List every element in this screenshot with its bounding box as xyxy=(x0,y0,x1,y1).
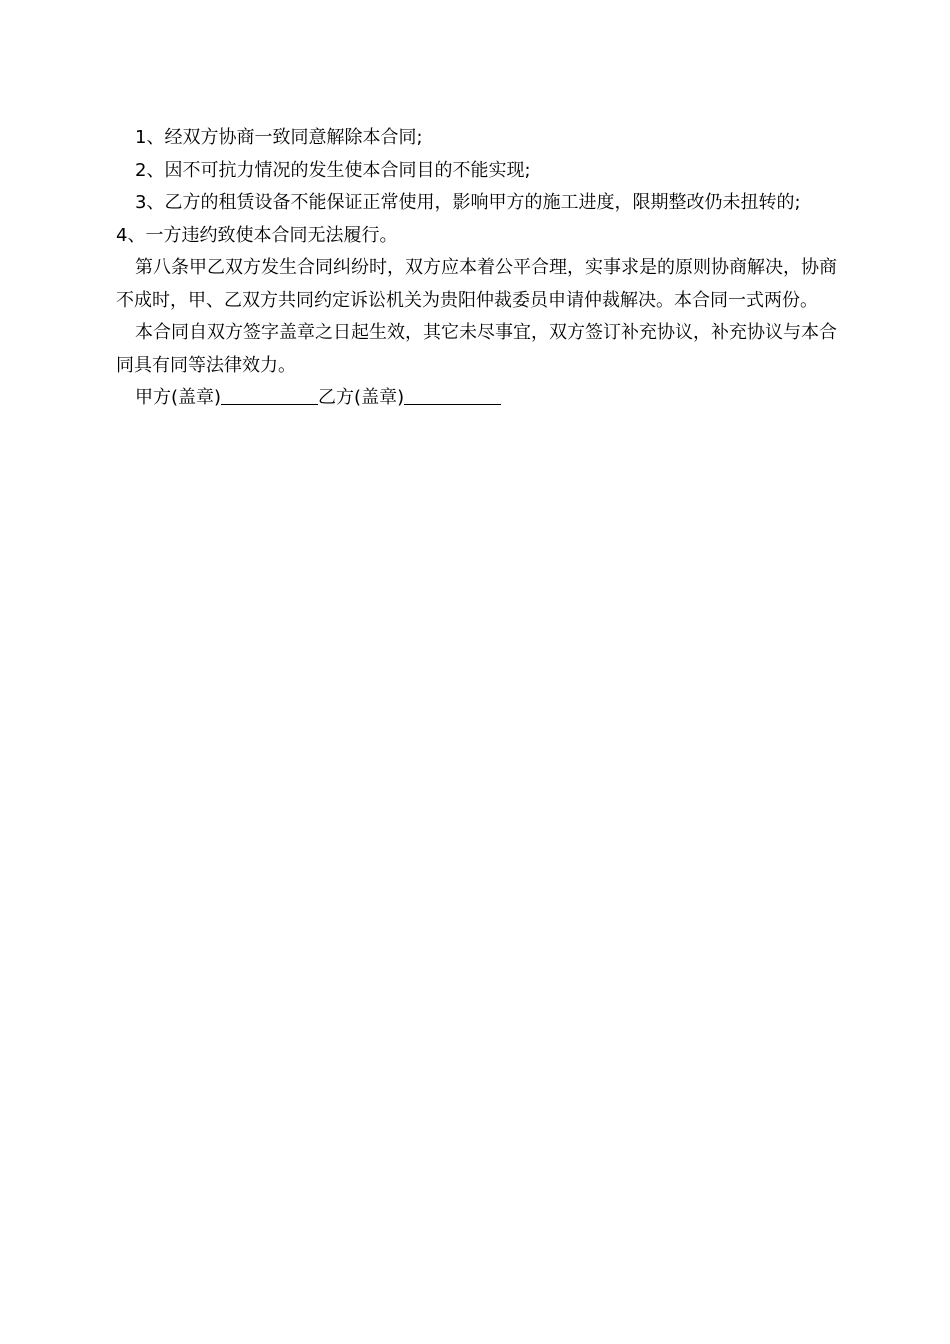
article-eight-paragraph: 第八条甲乙双方发生合同纠纷时，双方应本着公平合理，实事求是的原则协商解决，协商不成时，甲、乙双方共同约定诉讼机关为贵阳仲裁委员申请仲裁解决。本合同一式两份。 xyxy=(116,257,837,311)
termination-item-3: 3、乙方的租赁设备不能保证正常使用，影响甲方的施工进度，限期整改仍未扭转的; xyxy=(135,192,801,213)
termination-item-4: 4、一方违约致使本合同无法履行。 xyxy=(116,224,398,246)
party-a-label: 甲方(盖章) xyxy=(135,387,222,408)
termination-item-2: 2、因不可抗力情况的发生使本合同目的不能实现; xyxy=(135,159,531,181)
termination-item-1: 1、经双方协商一致同意解除本合同; xyxy=(135,127,423,148)
party-b-signature-blank[interactable] xyxy=(404,382,501,405)
party-a-signature-blank[interactable] xyxy=(221,382,318,405)
party-b-label: 乙方(盖章) xyxy=(318,387,405,408)
effective-clause-paragraph: 本合同自双方签字盖章之日起生效，其它未尽事宜，双方签订补充协议，补充协议与本合同具有同等法律效力。 xyxy=(116,322,837,376)
signature-line xyxy=(116,382,838,415)
contract-body xyxy=(116,122,838,415)
